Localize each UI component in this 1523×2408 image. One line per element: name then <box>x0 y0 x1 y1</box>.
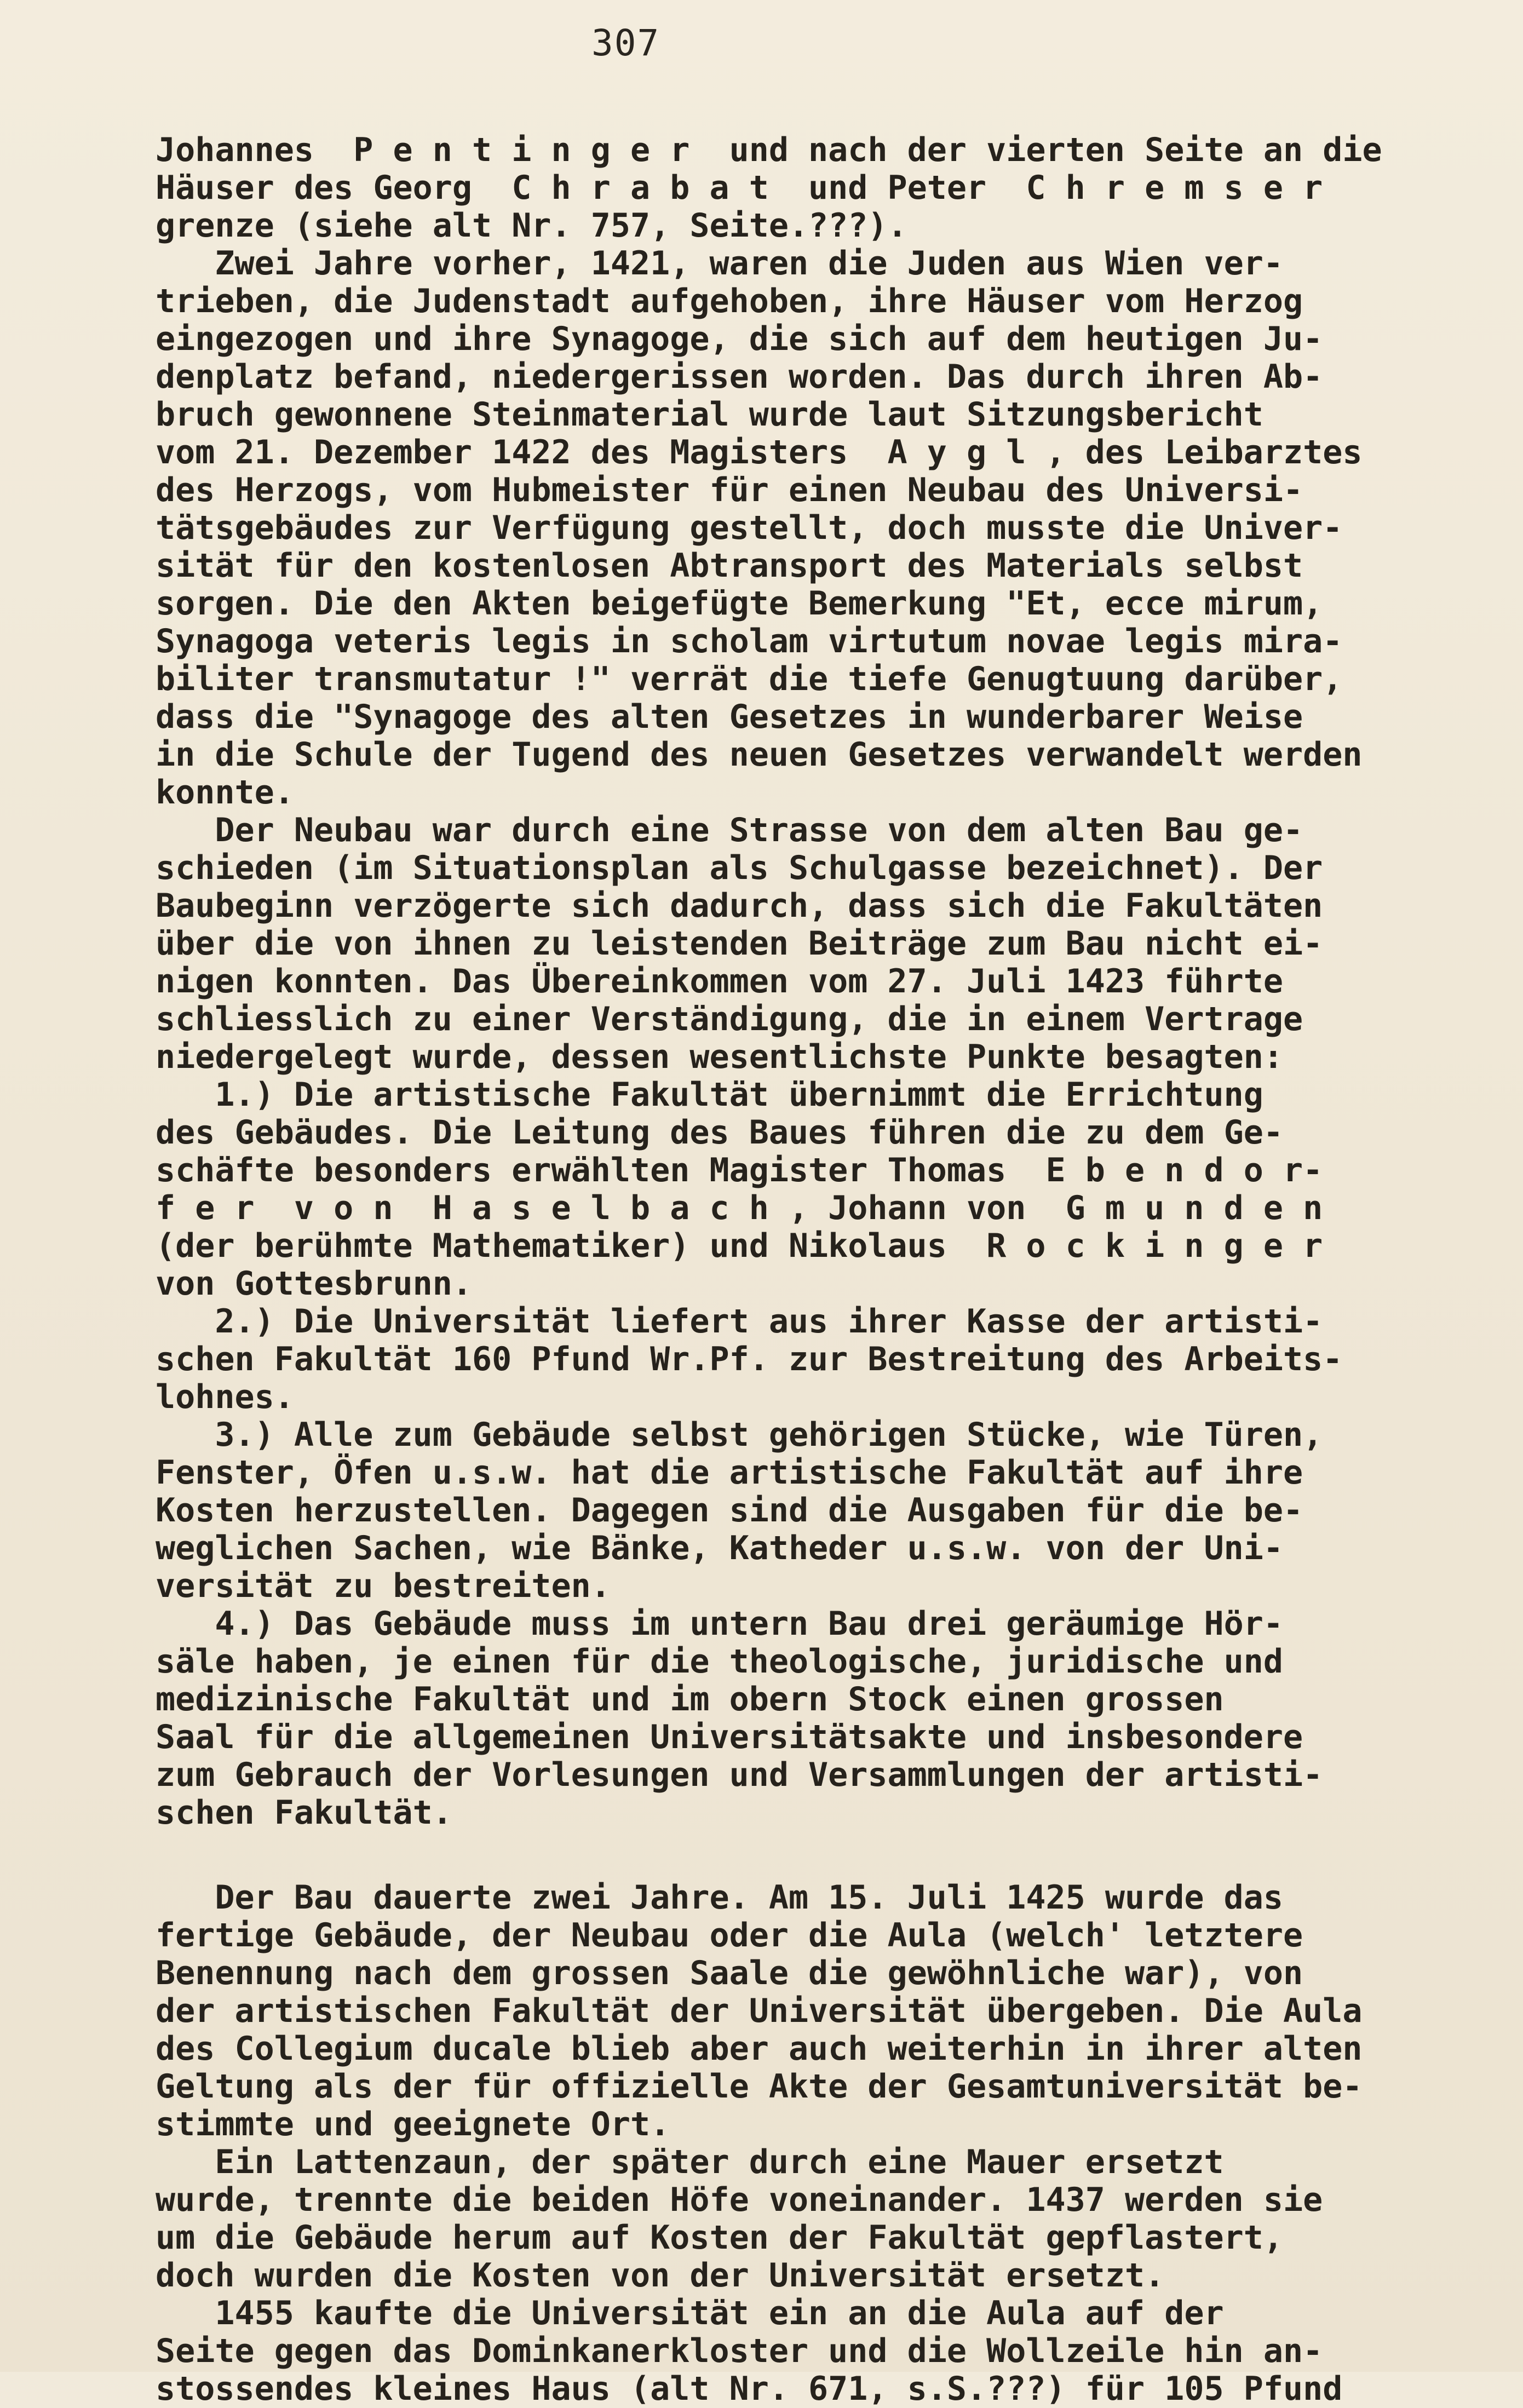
text-line: Saal für die allgemeinen Universitätsakte und insbesondere <box>156 1718 1303 1756</box>
text-line: doch wurden die Kosten von der Universität ersetzt. <box>156 2256 1165 2295</box>
text-line: Benennung nach dem grossen Saale die gewöhnliche war), von <box>156 1954 1303 1992</box>
text-line: um die Gebäude herum auf Kosten der Fakultät gepflastert, <box>156 2219 1284 2257</box>
text-line: des Collegium ducale blieb aber auch weiterhin in ihrer alten <box>156 2030 1363 2068</box>
text-line: schieden (im Situationsplan als Schulgasse bezeichnet). Der <box>156 849 1323 887</box>
text-line: konnte. <box>156 773 294 812</box>
text-line: Häuser des Georg C h r a b a t und Peter C h r e m s e r <box>156 169 1323 207</box>
text-line: sität für den kostenlosen Abtransport des Materials selbst <box>156 547 1303 585</box>
text-line: wurde, trennte die beiden Höfe voneinander. 1437 werden sie <box>156 2181 1323 2219</box>
text-line: versität zu bestreiten. <box>156 1567 611 1605</box>
text-line: (der berühmte Mathematiker) und Nikolaus R o c k i n g e r <box>156 1227 1323 1265</box>
text-line: bruch gewonnene Steinmaterial wurde laut Sitzungsbericht <box>156 395 1263 434</box>
text-line: eingezogen und ihre Synagoge, die sich auf dem heutigen Ju- <box>156 320 1323 358</box>
text-line: fertige Gebäude, der Neubau oder die Aula (welch' letztere <box>156 1916 1303 1955</box>
text-line: der artistischen Fakultät der Universität übergeben. Die Aula <box>156 1992 1363 2030</box>
text-line: trieben, die Judenstadt aufgehoben, ihre Häuser vom Herzog <box>156 282 1303 320</box>
text-line: über die von ihnen zu leistenden Beiträge zum Bau nicht ei- <box>156 924 1323 963</box>
text-line: biliter transmutatur !" verrät die tiefe Genugtuung darüber, <box>156 660 1343 698</box>
text-line: Der Bau dauerte zwei Jahre. Am 15. Juli 1425 wurde das <box>156 1878 1284 1917</box>
text-line: sorgen. Die den Akten beigefügte Bemerkung "Et, ecce mirum, <box>156 584 1323 623</box>
text-line: schliesslich zu einer Verständigung, die in einem Vertrage <box>156 1000 1303 1038</box>
text-line: schen Fakultät. <box>156 1794 452 1832</box>
text-line: schäfte besonders erwählten Magister Thomas E b e n d o r- <box>156 1151 1323 1189</box>
text-line: Johannes P e n t i n g e r und nach der vierten Seite an die <box>156 131 1382 169</box>
text-line: Zwei Jahre vorher, 1421, waren die Juden aus Wien ver- <box>156 244 1284 283</box>
text-line: des Gebäudes. Die Leitung des Baues führen die zu dem Ge- <box>156 1113 1284 1152</box>
text-line: stossendes kleines Haus (alt Nr. 671, s.S.???) für 105 Pfund <box>156 2370 1343 2408</box>
text-line: weglichen Sachen, wie Bänke, Katheder u.s.w. von der Uni- <box>156 1529 1284 1567</box>
text-line: 2.) Die Universität liefert aus ihrer Kasse der artisti- <box>156 1302 1323 1341</box>
text-line: denplatz befand, niedergerissen worden. Das durch ihren Ab- <box>156 358 1323 396</box>
text-line: Seite gegen das Dominkanerkloster und die Wollzeile hin an- <box>156 2332 1323 2370</box>
body-text <box>156 131 1508 2408</box>
text-line: tätsgebäudes zur Verfügung gestellt, doch musste die Univer- <box>156 509 1343 547</box>
text-line: f e r v o n H a s e l b a c h , Johann von G m u n d e n <box>156 1189 1323 1227</box>
text-line: medizinische Fakultät und im obern Stock einen grossen <box>156 1680 1224 1719</box>
text-line: 4.) Das Gebäude muss im untern Bau drei geräumige Hör- <box>156 1605 1284 1643</box>
text-line: lohnes. <box>156 1378 294 1416</box>
text-line: stimmte und geeignete Ort. <box>156 2105 670 2143</box>
text-line: 3.) Alle zum Gebäude selbst gehörigen Stücke, wie Türen, <box>156 1416 1323 1454</box>
text-line: niedergelegt wurde, dessen wesentlichste Punkte besagten: <box>156 1038 1284 1076</box>
text-line: Synagoga veteris legis in scholam virtutum novae legis mira- <box>156 622 1343 660</box>
text-line: säle haben, je einen für die theologische, juridische und <box>156 1642 1284 1681</box>
text-line <box>156 1832 1508 1879</box>
text-line: schen Fakultät 160 Pfund Wr.Pf. zur Bestreitung des Arbeits- <box>156 1340 1343 1378</box>
text-line: in die Schule der Tugend des neuen Gesetzes verwandelt werden <box>156 735 1363 774</box>
text-line: des Herzogs, vom Hubmeister für einen Neubau des Universi- <box>156 471 1303 509</box>
text-line: grenze (siehe alt Nr. 757, Seite.???). <box>156 206 907 245</box>
text-line: 1.) Die artistische Fakultät übernimmt die Errichtung <box>156 1076 1263 1114</box>
text-line: von Gottesbrunn. <box>156 1265 472 1303</box>
text-line: Baubeginn verzögerte sich dadurch, dass sich die Fakultäten <box>156 887 1323 925</box>
text-line: dass die "Synagoge des alten Gesetzes in wunderbarer Weise <box>156 698 1303 736</box>
page-number: 307 <box>591 22 660 64</box>
text-line: vom 21. Dezember 1422 des Magisters A y g l , des Leibarztes <box>156 433 1363 472</box>
text-line: Ein Lattenzaun, der später durch eine Mauer ersetzt <box>156 2143 1224 2181</box>
text-line: Der Neubau war durch eine Strasse von dem alten Bau ge- <box>156 811 1303 849</box>
text-line: Kosten herzustellen. Dagegen sind die Ausgaben für die be- <box>156 1491 1303 1530</box>
text-line: Fenster, Öfen u.s.w. hat die artistische Fakultät auf ihre <box>156 1453 1303 1492</box>
text-line: Geltung als der für offizielle Akte der Gesamtuniversität be- <box>156 2067 1363 2106</box>
text-line: zum Gebrauch der Vorlesungen und Versammlungen der artisti- <box>156 1756 1323 1794</box>
text-line: 1455 kaufte die Universität ein an die Aula auf der <box>156 2294 1224 2332</box>
text-line: nigen konnten. Das Übereinkommen vom 27. Juli 1423 führte <box>156 962 1284 1001</box>
